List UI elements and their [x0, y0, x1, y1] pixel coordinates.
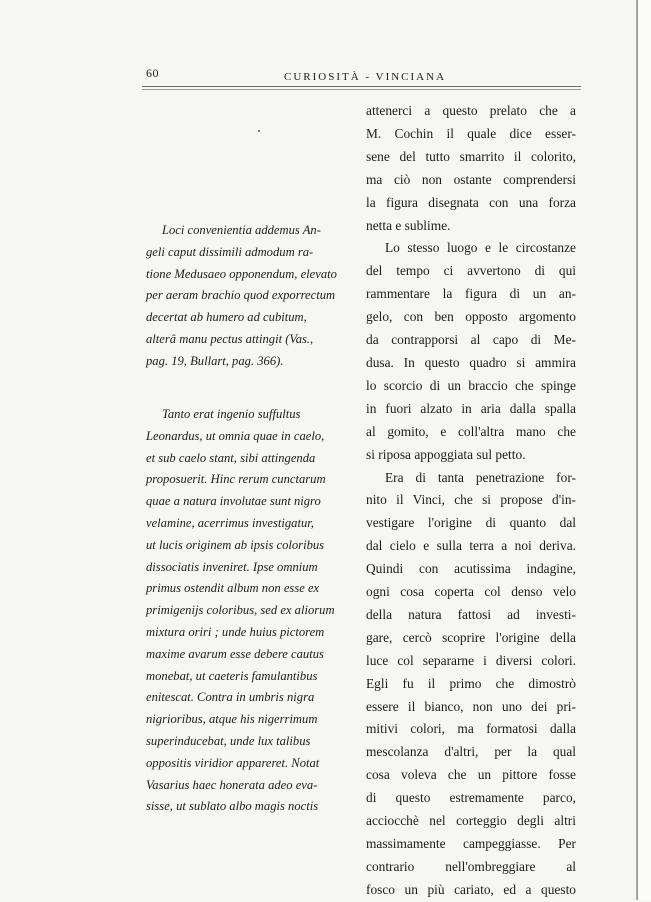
note-line: Vasarius haec honerata adeo eva- — [146, 777, 318, 792]
text-line: gelo, con ben opposto argomento — [366, 309, 576, 325]
text-line: cosa voleva che un pittore fosse — [366, 767, 576, 783]
note-line: ut lucis originem ab ipsis coloribus — [146, 537, 325, 552]
note-line: primigenijs coloribus, sed ex aliorum — [146, 603, 335, 618]
note-line: velamine, acerrimus investigatur, — [146, 515, 314, 530]
text-line: contrario nell'ombreggiare al — [366, 858, 576, 874]
text-line: ogni cosa coperta col denso velo — [366, 584, 576, 600]
text-line: da contrapporsi al capo di Me- — [366, 332, 576, 348]
text-line: nito il Vinci, che si propose d'in- — [366, 492, 576, 508]
note-line: nigrioribus, atque his nigerrimum — [146, 712, 318, 727]
text-line: ma ciò non ostante comprendersi — [366, 171, 576, 187]
note-line: enitescat. Contra in umbris nigra — [146, 690, 315, 705]
text-line: Era di tanta penetrazione for- — [385, 469, 576, 485]
running-title: CURIOSITÀ - VINCIANA — [284, 71, 447, 83]
text-line: dusa. In questo quadro si ammira — [366, 354, 576, 370]
header-rule-bottom — [142, 89, 581, 90]
text-line: fosco un più cariato, ed a questo — [366, 881, 576, 897]
text-line: la figura disegnata con una forza — [366, 194, 576, 210]
text-line: del tempo ci avvertono di qui — [366, 263, 576, 279]
text-line: Egli fu il primo che dimostrò — [366, 675, 576, 691]
text-line: in fuori alzato in aria dalla spalla — [366, 400, 576, 416]
text-line: luce col separarne i diversi colori. — [366, 652, 576, 668]
text-line: si riposa appoggiata sul petto. — [366, 446, 526, 462]
text-line: dal cielo e sulla terra a noi deriva. — [366, 538, 576, 554]
note-line: decertat ab humero ad cubitum, — [146, 310, 307, 325]
note-line: dissociatis inveniret. Ipse omnium — [146, 559, 318, 574]
page-number: 60 — [146, 66, 159, 80]
note-line: et sub caelo stant, sibi attingenda — [146, 450, 316, 465]
note-line: per aeram brachio quod exporrectum — [146, 288, 336, 303]
note-line: Tanto erat ingenio suffultus — [162, 407, 301, 421]
text-line: rammentare la figura di un an- — [366, 286, 576, 302]
text-line: vestigare l'origine di quanto dal — [366, 515, 576, 531]
text-line: della natura fattosi ad investi- — [366, 606, 576, 622]
text-line: M. Cochin il quale dice esser- — [366, 125, 576, 141]
text-line: acciocchè nel corteggio degli altri — [366, 813, 576, 829]
text-line: gare, cercò scoprire l'origine della — [366, 629, 576, 645]
text-line: Quindi con acutissima indagine, — [366, 561, 576, 577]
note-line: pag. 19, Bullart, pag. 366). — [146, 353, 284, 368]
main-text-column — [366, 100, 576, 902]
margin-note-angel — [146, 220, 346, 373]
note-line: geli caput dissimili admodum ra- — [146, 244, 314, 259]
text-line: essere il bianco, non uno dei pri- — [366, 698, 576, 714]
text-line: massimamente campeggiasse. Per — [366, 836, 576, 851]
text-line: Lo stesso luogo e le circostanze — [385, 240, 576, 256]
text-line: netta e sublime. — [366, 217, 451, 233]
text-line: sene del tutto smarrito il colorito, — [366, 148, 576, 164]
note-line: monebat, ut caeteris famulantibus — [146, 668, 318, 683]
note-line: Loci convenientia addemus An- — [162, 223, 321, 237]
page-margin-shade — [638, 0, 651, 900]
note-line: Leonardus, ut omnia quae in caelo, — [146, 428, 325, 443]
text-line: mescolanza d'altri, per la qual — [366, 744, 576, 760]
note-line: superinducebat, unde lux talibus — [146, 733, 311, 748]
text-line: mitivi colori, ma formatosi dalla — [366, 721, 576, 737]
note-line: maxime avarum esse debere cautus — [146, 646, 324, 661]
note-line: sisse, ut sublato albo magis noctis — [146, 799, 319, 814]
note-line: oppositis viridior appareret. Notat — [146, 755, 320, 770]
note-line: tione Medusaeo opponendum, elevato — [146, 266, 337, 281]
text-line: al gomito, e coll'altra mano che — [366, 423, 576, 439]
text-line: attenerci a questo prelato che a — [366, 103, 576, 118]
text-line: di questo estremamente parco, — [366, 790, 576, 806]
margin-note-leonardus — [146, 404, 346, 818]
note-line: alterâ manu pectus attingit (Vas., — [146, 331, 314, 346]
text-line: lo scorcio di un braccio che spinge — [366, 377, 576, 393]
ink-speck — [258, 130, 260, 132]
note-line: proposuerit. Hinc rerum cunctarum — [146, 472, 326, 487]
header-rule-top — [142, 86, 581, 87]
page-header — [142, 62, 581, 86]
note-line: quae a natura involutae sunt nigro — [146, 494, 321, 509]
note-line: primus ostendit album non esse ex — [146, 581, 320, 596]
note-line: mixtura oriri ; unde huius pictorem — [146, 624, 325, 639]
